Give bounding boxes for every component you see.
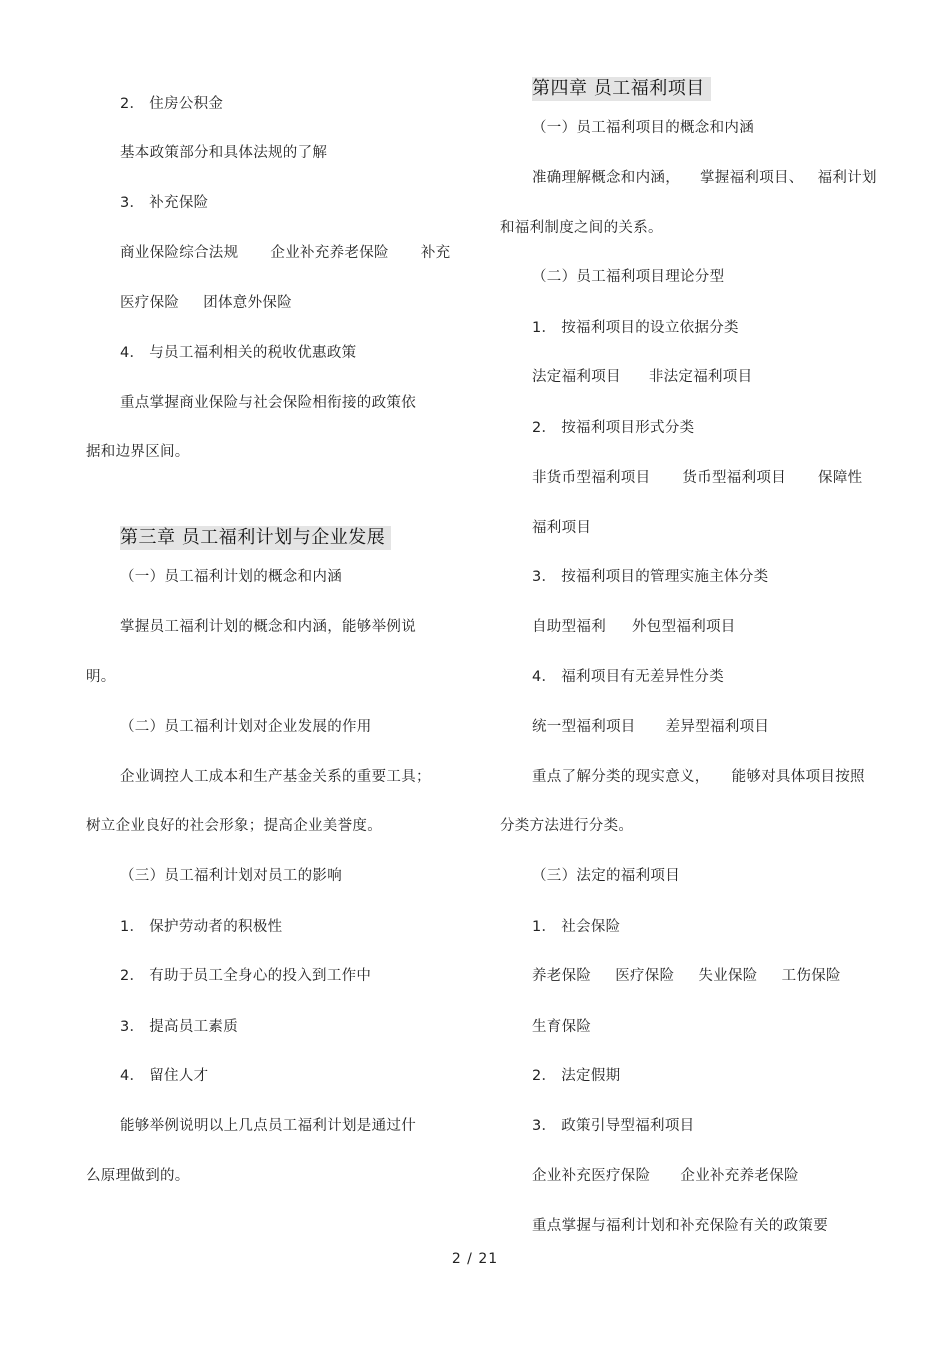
text-segment: 医疗保险: [615, 968, 675, 984]
section-heading: （二）员工福利项目理论分型: [532, 269, 725, 285]
list-item: 2． 有助于员工全身心的投入到工作中: [120, 968, 372, 984]
paragraph: 树立企业良好的社会形象；提高企业美誉度。: [86, 818, 382, 834]
paragraph: [120, 243, 450, 263]
paragraph: 么原理做到的。: [86, 1168, 190, 1184]
text-segment: 保障性: [818, 470, 863, 486]
paragraph: 企业调控人工成本和生产基金关系的重要工具；: [120, 769, 431, 785]
chapter-heading: 第三章 员工福利计划与企业发展: [120, 526, 391, 550]
list-item: 2． 住房公积金: [120, 96, 224, 112]
paragraph: 生育保险: [532, 1019, 592, 1035]
text-segment: 医疗保险: [120, 295, 180, 311]
list-item: 1． 保护劳动者的积极性: [120, 919, 283, 935]
paragraph: 和福利制度之间的关系。: [500, 220, 663, 236]
paragraph: [532, 168, 877, 188]
list-item: 1． 按福利项目的设立依据分类: [532, 320, 739, 336]
list-item: 3． 补充保险: [120, 195, 209, 211]
paragraph: 基本政策部分和具体法规的了解: [120, 145, 328, 161]
paragraph: 福利项目: [532, 520, 592, 536]
paragraph: 重点掌握与福利计划和补充保险有关的政策要: [532, 1218, 828, 1234]
text-segment: 货币型福利项目: [682, 470, 787, 486]
list-item: 4． 与员工福利相关的税收优惠政策: [120, 345, 357, 361]
paragraph: [532, 617, 736, 637]
text-segment: 企业补充养老保险: [270, 245, 389, 261]
paragraph: 明。: [86, 669, 116, 685]
text-segment: 养老保险: [532, 968, 592, 984]
page-number: 2 / 21: [451, 1251, 499, 1267]
text-segment: 重点了解分类的现实意义，: [532, 769, 710, 785]
paragraph: [532, 468, 862, 488]
text-segment: 准确理解概念和内涵，: [532, 170, 680, 186]
text-segment: 差异型福利项目: [665, 719, 770, 735]
paragraph: [532, 717, 769, 737]
text-segment: 工伤保险: [781, 968, 841, 984]
list-item: 4． 留住人才: [120, 1068, 209, 1084]
chapter-heading: 第四章 员工福利项目: [532, 77, 711, 101]
section-heading: （二）员工福利计划对企业发展的作用: [120, 719, 372, 735]
text-segment: 商业保险综合法规: [120, 245, 239, 261]
list-item: 2． 按福利项目形式分类: [532, 420, 695, 436]
text-segment: 非货币型福利项目: [532, 470, 651, 486]
text-segment: 团体意外保险: [203, 295, 293, 311]
text-segment: 企业补充医疗保险: [532, 1168, 651, 1184]
text-segment: 外包型福利项目: [632, 619, 736, 635]
list-item: 1． 社会保险: [532, 919, 621, 935]
text-segment: 补充: [420, 245, 451, 261]
paragraph: 据和边界区间。: [86, 444, 190, 460]
text-segment: 失业保险: [698, 968, 758, 984]
paragraph: [532, 367, 752, 387]
text-segment: 自助型福利: [532, 619, 606, 635]
section-heading: （一）员工福利项目的概念和内涵: [532, 120, 754, 136]
text-segment: 非法定福利项目: [648, 369, 753, 385]
list-item: 2． 法定假期: [532, 1068, 621, 1084]
section-heading: （三）员工福利计划对员工的影响: [120, 868, 342, 884]
paragraph: [532, 767, 865, 787]
paragraph: 重点掌握商业保险与社会保险相衔接的政策依: [120, 395, 416, 411]
text-segment: 能够对具体项目按照: [731, 769, 865, 785]
text-segment: 企业补充养老保险: [680, 1168, 799, 1184]
section-heading: （一）员工福利计划的概念和内涵: [120, 569, 342, 585]
paragraph: 分类方法进行分类。: [500, 818, 634, 834]
list-item: 3． 按福利项目的管理实施主体分类: [532, 569, 769, 585]
paragraph: 掌握员工福利计划的概念和内涵，能够举例说: [120, 619, 416, 635]
paragraph: [532, 1166, 799, 1186]
text-segment: 统一型福利项目: [532, 719, 636, 735]
section-heading: （三）法定的福利项目: [532, 868, 680, 884]
list-item: 3． 政策引导型福利项目: [532, 1118, 695, 1134]
text-segment: 掌握福利项目、: [700, 170, 804, 186]
paragraph: 能够举例说明以上几点员工福利计划是通过什: [120, 1118, 416, 1134]
text-segment: 法定福利项目: [532, 369, 621, 385]
paragraph: [120, 293, 292, 313]
list-item: 3． 提高员工素质: [120, 1019, 239, 1035]
paragraph: [532, 966, 841, 986]
list-item: 4． 福利项目有无差异性分类: [532, 669, 725, 685]
text-segment: 福利计划: [817, 170, 877, 186]
